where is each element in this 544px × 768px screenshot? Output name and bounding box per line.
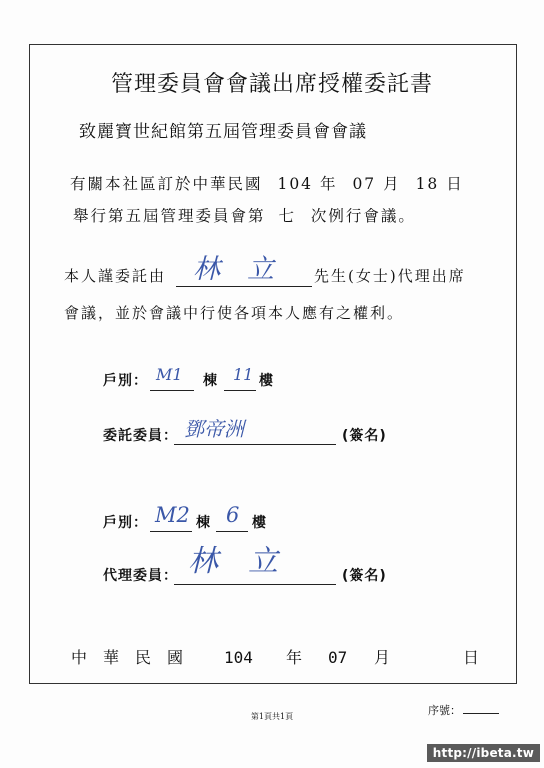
proxy-floor-unit: 樓 [252,515,267,531]
date-year-unit: 年 [286,648,303,667]
watermark: http://ibeta.tw [427,744,540,762]
serial-label: 序號： [428,704,461,717]
proxy-prefix: 本人謹委託由 [64,267,167,285]
proxy-name-handwriting: 林 立 [193,254,274,285]
date-year: 104 [224,648,253,667]
proxy-floor-handwriting: 6 [226,503,240,527]
grantor-floor-unit: 樓 [259,373,274,389]
grantor-building-unit: 棟 [203,373,218,389]
document-title: 管理委員會會議出席授權委託書 [110,72,433,97]
grantor-floor-handwriting: 11 [233,365,254,384]
proxy-building-unit: 棟 [196,515,211,531]
grantor-building-handwriting: M1 [156,365,183,384]
meeting-year-unit: 年 [319,175,338,193]
meeting-month: 07 [352,175,377,193]
grantor-household-label: 戶別： [103,373,148,389]
date-month: 07 [328,648,348,667]
proxy-signature: 林 立 [188,544,278,579]
proxy-suffix: 先生(女士)代理出席 [314,267,466,285]
grantor-sign-note: (簽名) [342,428,387,444]
date-era: 中 華 民 國 [71,648,184,667]
grantor-building-line [150,390,194,391]
page-footer: 第1頁共1頁 [250,712,294,721]
proxy-name-line [176,286,312,287]
meeting-day-unit: 日 [446,175,464,193]
meeting-date-prefix: 有關本社區訂於中華民國 [70,175,263,193]
proxy-building-handwriting: M2 [155,503,190,527]
proxy-floor-line [216,531,248,532]
proxy-building-line [150,531,192,532]
meeting-day: 18 [415,175,440,193]
grantor-member-label: 委託委員： [103,428,178,444]
document-subtitle: 致麗寶世紀館第五屆管理委員會會議 [79,122,367,142]
date-day-unit: 日 [463,648,480,667]
proxy-member-label: 代理委員： [103,568,178,584]
meeting-number-suffix: 次例行會議。 [310,207,416,225]
meeting-number-prefix: 舉行第五屆管理委員會第 [73,207,266,225]
date-month-unit: 月 [374,648,391,667]
grantor-floor-line [224,390,256,391]
proxy-signature-line [174,584,336,585]
proxy-household-label: 戶別： [103,515,148,531]
meeting-number-line [73,209,416,225]
grantor-signature-line [174,444,336,445]
meeting-number: 七 [278,207,296,225]
proxy-continuation: 會議，並於會議中行使各項本人應有之權利。 [64,304,405,322]
grantor-signature: 鄧帝洲 [184,417,244,441]
meeting-date-line [70,177,464,193]
meeting-year: 104 [277,175,314,193]
meeting-month-unit: 月 [383,175,401,193]
proxy-sign-note: (簽名) [342,568,387,584]
